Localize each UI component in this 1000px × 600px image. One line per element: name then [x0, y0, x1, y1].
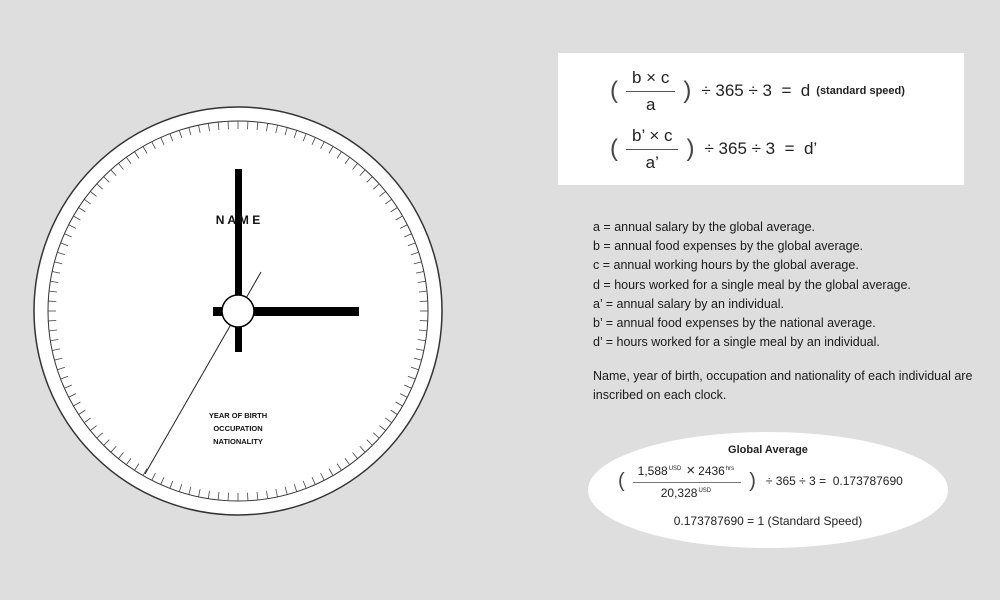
- legend-line-a-prime: a’ = annual salary by an individual.: [593, 296, 784, 311]
- times-symbol: ×: [686, 462, 696, 479]
- formula-rest: ÷ 365 ÷ 3 = d’: [704, 139, 818, 158]
- open-paren: (: [610, 135, 618, 162]
- clock-name-label: N A M E: [215, 213, 261, 227]
- legend-line-c: c = annual working hours by the global average.: [593, 258, 859, 273]
- fraction-numerator: [633, 462, 742, 483]
- global-formula-rest: ÷ 365 ÷ 3 = 0.173787690: [765, 474, 903, 488]
- formula-panel: [558, 53, 964, 185]
- legend-line-d-prime: d’ = hours worked for a single meal by an individual.: [593, 335, 880, 350]
- fraction: [626, 126, 678, 173]
- fraction: [633, 462, 742, 500]
- formula-rest: ÷ 365 ÷ 3 = d: [701, 81, 811, 100]
- open-paren: (: [610, 77, 618, 104]
- fraction-denominator: a’: [645, 152, 659, 172]
- working-hours-value: 2436: [698, 464, 725, 478]
- legend-line-a: a = annual salary by the global average.: [593, 220, 816, 234]
- variable-legend: [593, 218, 973, 352]
- fraction-denominator: [661, 483, 713, 500]
- close-paren: ): [749, 470, 756, 492]
- inscription-year-of-birth: YEAR OF BIRTH: [208, 411, 268, 420]
- standard-speed-result: 0.173787690 = 1 (Standard Speed): [673, 514, 863, 528]
- global-average-title: Global Average: [728, 444, 808, 456]
- global-average-formula: [618, 462, 903, 500]
- close-paren: ): [686, 135, 695, 162]
- fraction-numerator: b × c: [626, 68, 675, 92]
- hrs-unit: hrs: [725, 466, 735, 472]
- formula-standard-speed: [610, 63, 905, 119]
- formula-note: (standard speed): [816, 85, 905, 97]
- usd-unit: USD: [698, 488, 712, 494]
- food-expense-value: 1,588: [637, 464, 668, 478]
- clock-center-cap: [222, 295, 254, 327]
- inscription-nationality: NATIONALITY: [213, 437, 263, 446]
- fraction-denominator: a: [645, 94, 656, 114]
- usd-unit: USD: [668, 466, 682, 472]
- fraction-numerator: b’ × c: [626, 126, 678, 150]
- open-paren: (: [618, 470, 625, 492]
- salary-value: 20,328: [660, 486, 698, 500]
- fraction: [626, 68, 675, 115]
- legend-line-b-prime: b’ = annual food expenses by the national average.: [593, 316, 876, 331]
- formula-individual: [610, 121, 817, 177]
- legend-line-d: d = hours worked for a single meal by the global average.: [593, 277, 911, 292]
- close-paren: ): [683, 77, 692, 104]
- legend-line-b: b = annual food expenses by the global average.: [593, 239, 863, 254]
- inscription-note: Name, year of birth, occupation and nationality of each individual are inscribed on each clock.: [593, 369, 973, 402]
- inscription-occupation: OCCUPATION: [213, 424, 263, 433]
- global-average-panel: [588, 432, 948, 548]
